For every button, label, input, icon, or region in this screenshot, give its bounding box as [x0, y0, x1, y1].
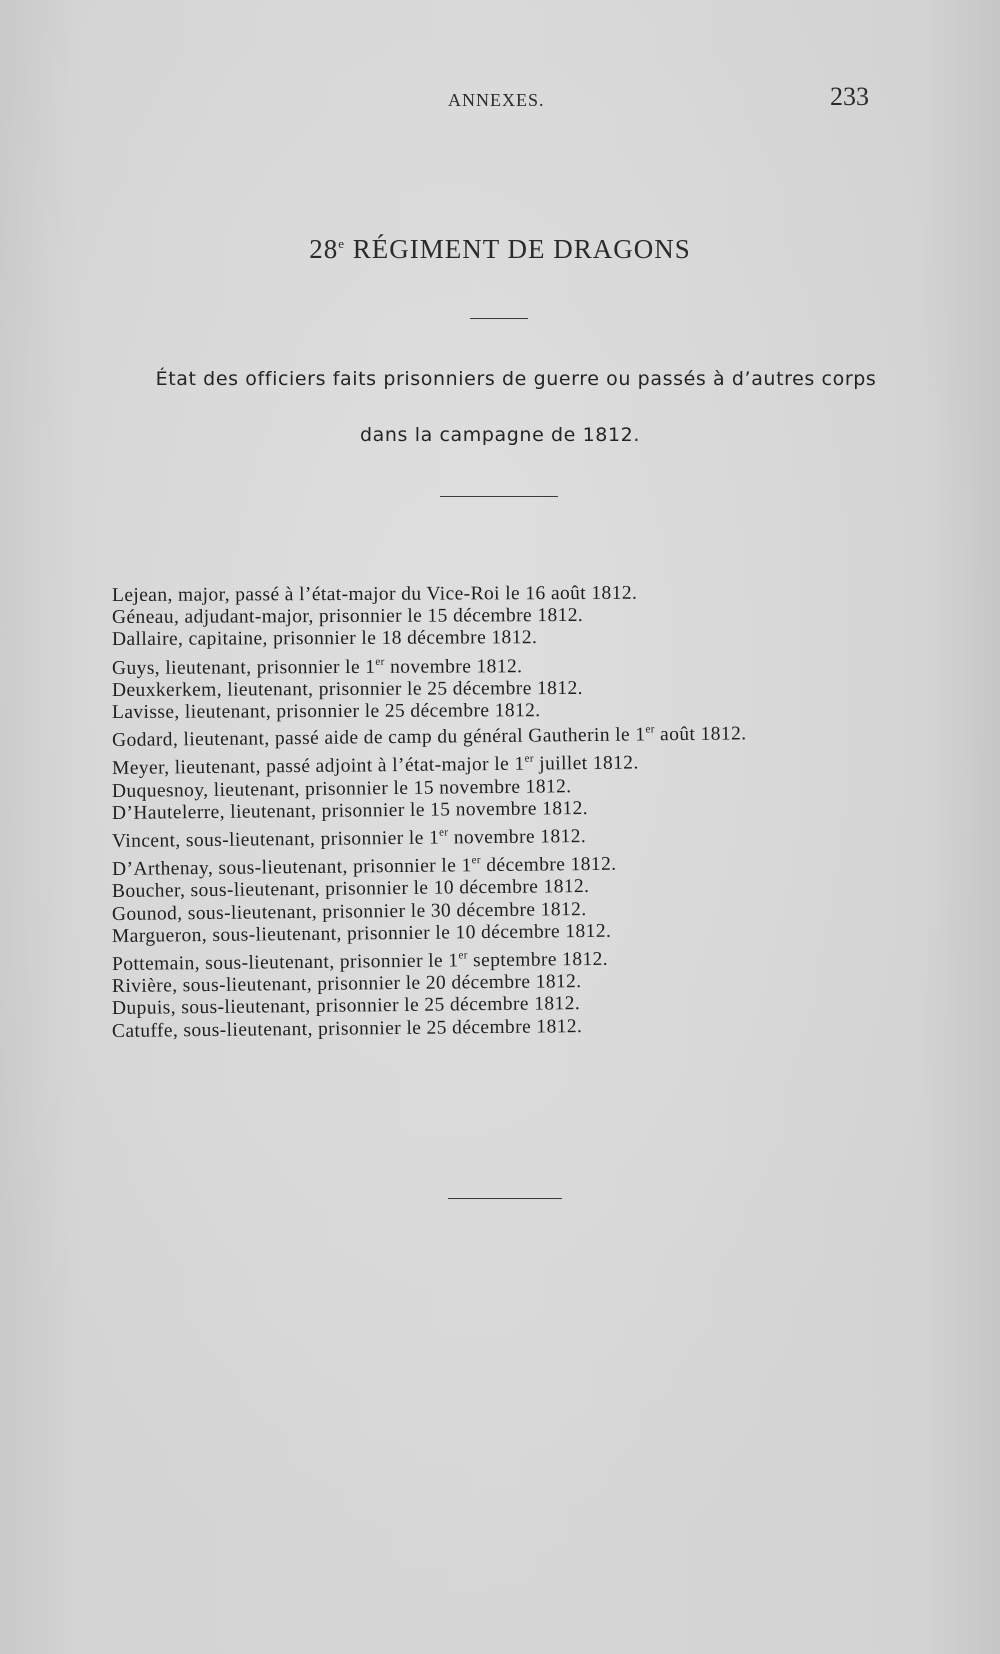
officer-entry-text-continued: septembre 1812.	[467, 948, 609, 972]
ordinal-suffix: er	[458, 949, 468, 962]
page-number: 233	[830, 82, 869, 111]
officer-entry-text: Dallaire, capitaine, prisonnier le 18 décembre 1812.	[111, 627, 538, 651]
officer-entry-text: Boucher, sous-lieutenant, prisonnier le 10 décembre 1812.	[111, 876, 590, 903]
officer-entry-text: Deuxkerkem, lieutenant, prisonnier le 25 décembre 1812.	[111, 677, 583, 701]
officer-entry-text-continued: août 1812.	[654, 723, 747, 746]
officer-entry	[112, 626, 972, 652]
officer-entry-text: D’Arthenay, sous-lieutenant, prisonnier le 1	[111, 855, 472, 881]
officer-entry-text: Dupuis, sous-lieutenant, prisonnier le 25 décembre 1812.	[111, 993, 581, 1020]
officer-entry-text-continued: décembre 1812.	[480, 853, 617, 877]
officer-entry-text: Meyer, lieutenant, passé adjoint à l’état-major le 1	[111, 754, 525, 780]
officer-entry-text: D’Hautelerre, lieutenant, prisonnier le 15 novembre 1812.	[111, 797, 589, 824]
officer-entry-text: Lavisse, lieutenant, prisonnier le 25 décembre 1812.	[111, 700, 541, 724]
officer-entry	[112, 648, 972, 680]
officer-entry-text: Géneau, adjudant-major, prisonnier le 15 décembre 1812.	[111, 605, 584, 629]
divider-rule	[470, 318, 528, 319]
officer-entry-text: Vincent, sous-lieutenant, prisonnier le 1	[111, 827, 440, 853]
ordinal-suffix: er	[439, 826, 449, 839]
officer-entry-text-continued: novembre 1812.	[384, 655, 523, 678]
officer-list	[111, 582, 972, 1043]
end-rule	[448, 1198, 562, 1199]
running-header: ANNEXES.	[448, 90, 545, 110]
officer-entry-text: Rivière, sous-lieutenant, prisonnier le 20 décembre 1812.	[111, 971, 582, 998]
ordinal-suffix: er	[524, 753, 534, 766]
officer-entry-text: Duquesnoy, lieutenant, prisonnier le 15 novembre 1812.	[111, 775, 572, 802]
divider-rule	[440, 496, 558, 497]
subtitle-line-2: dans la campagne de 1812.	[360, 424, 640, 446]
officer-entry-text: Gounod, sous-lieutenant, prisonnier le 30 décembre 1812.	[111, 898, 587, 925]
page-title	[0, 234, 1000, 265]
officer-entry-text-continued: juillet 1812.	[533, 752, 639, 776]
officer-entry-text: Guys, lieutenant, prisonnier le 1	[111, 656, 376, 679]
officer-entry-text-continued: novembre 1812.	[448, 826, 587, 849]
title-number-suffix: e	[338, 236, 345, 251]
officer-entry-text: Godard, lieutenant, passé aide de camp du général Gautherin le 1	[111, 724, 646, 752]
officer-entry-text: Catuffe, sous-lieutenant, prisonnier le 25 décembre 1812.	[111, 1015, 583, 1042]
title-number: 28	[309, 234, 339, 264]
officer-entry-text: Lejean, major, passé à l’état-major du Vice-Roi le 16 août 1812.	[111, 582, 638, 606]
ordinal-suffix: er	[645, 723, 655, 736]
subtitle-line-1: État des officiers faits prisonniers de guerre ou passés à d’autres corps	[155, 368, 877, 390]
officer-entry-text: Margueron, sous-lieutenant, prisonnier le 10 décembre 1812.	[111, 920, 612, 947]
ordinal-suffix: er	[375, 655, 385, 668]
title-text: RÉGIMENT DE DRAGONS	[352, 234, 691, 264]
officer-entry-text: Pottemain, sous-lieutenant, prisonnier le 1	[111, 950, 459, 976]
ordinal-suffix: er	[471, 854, 482, 867]
